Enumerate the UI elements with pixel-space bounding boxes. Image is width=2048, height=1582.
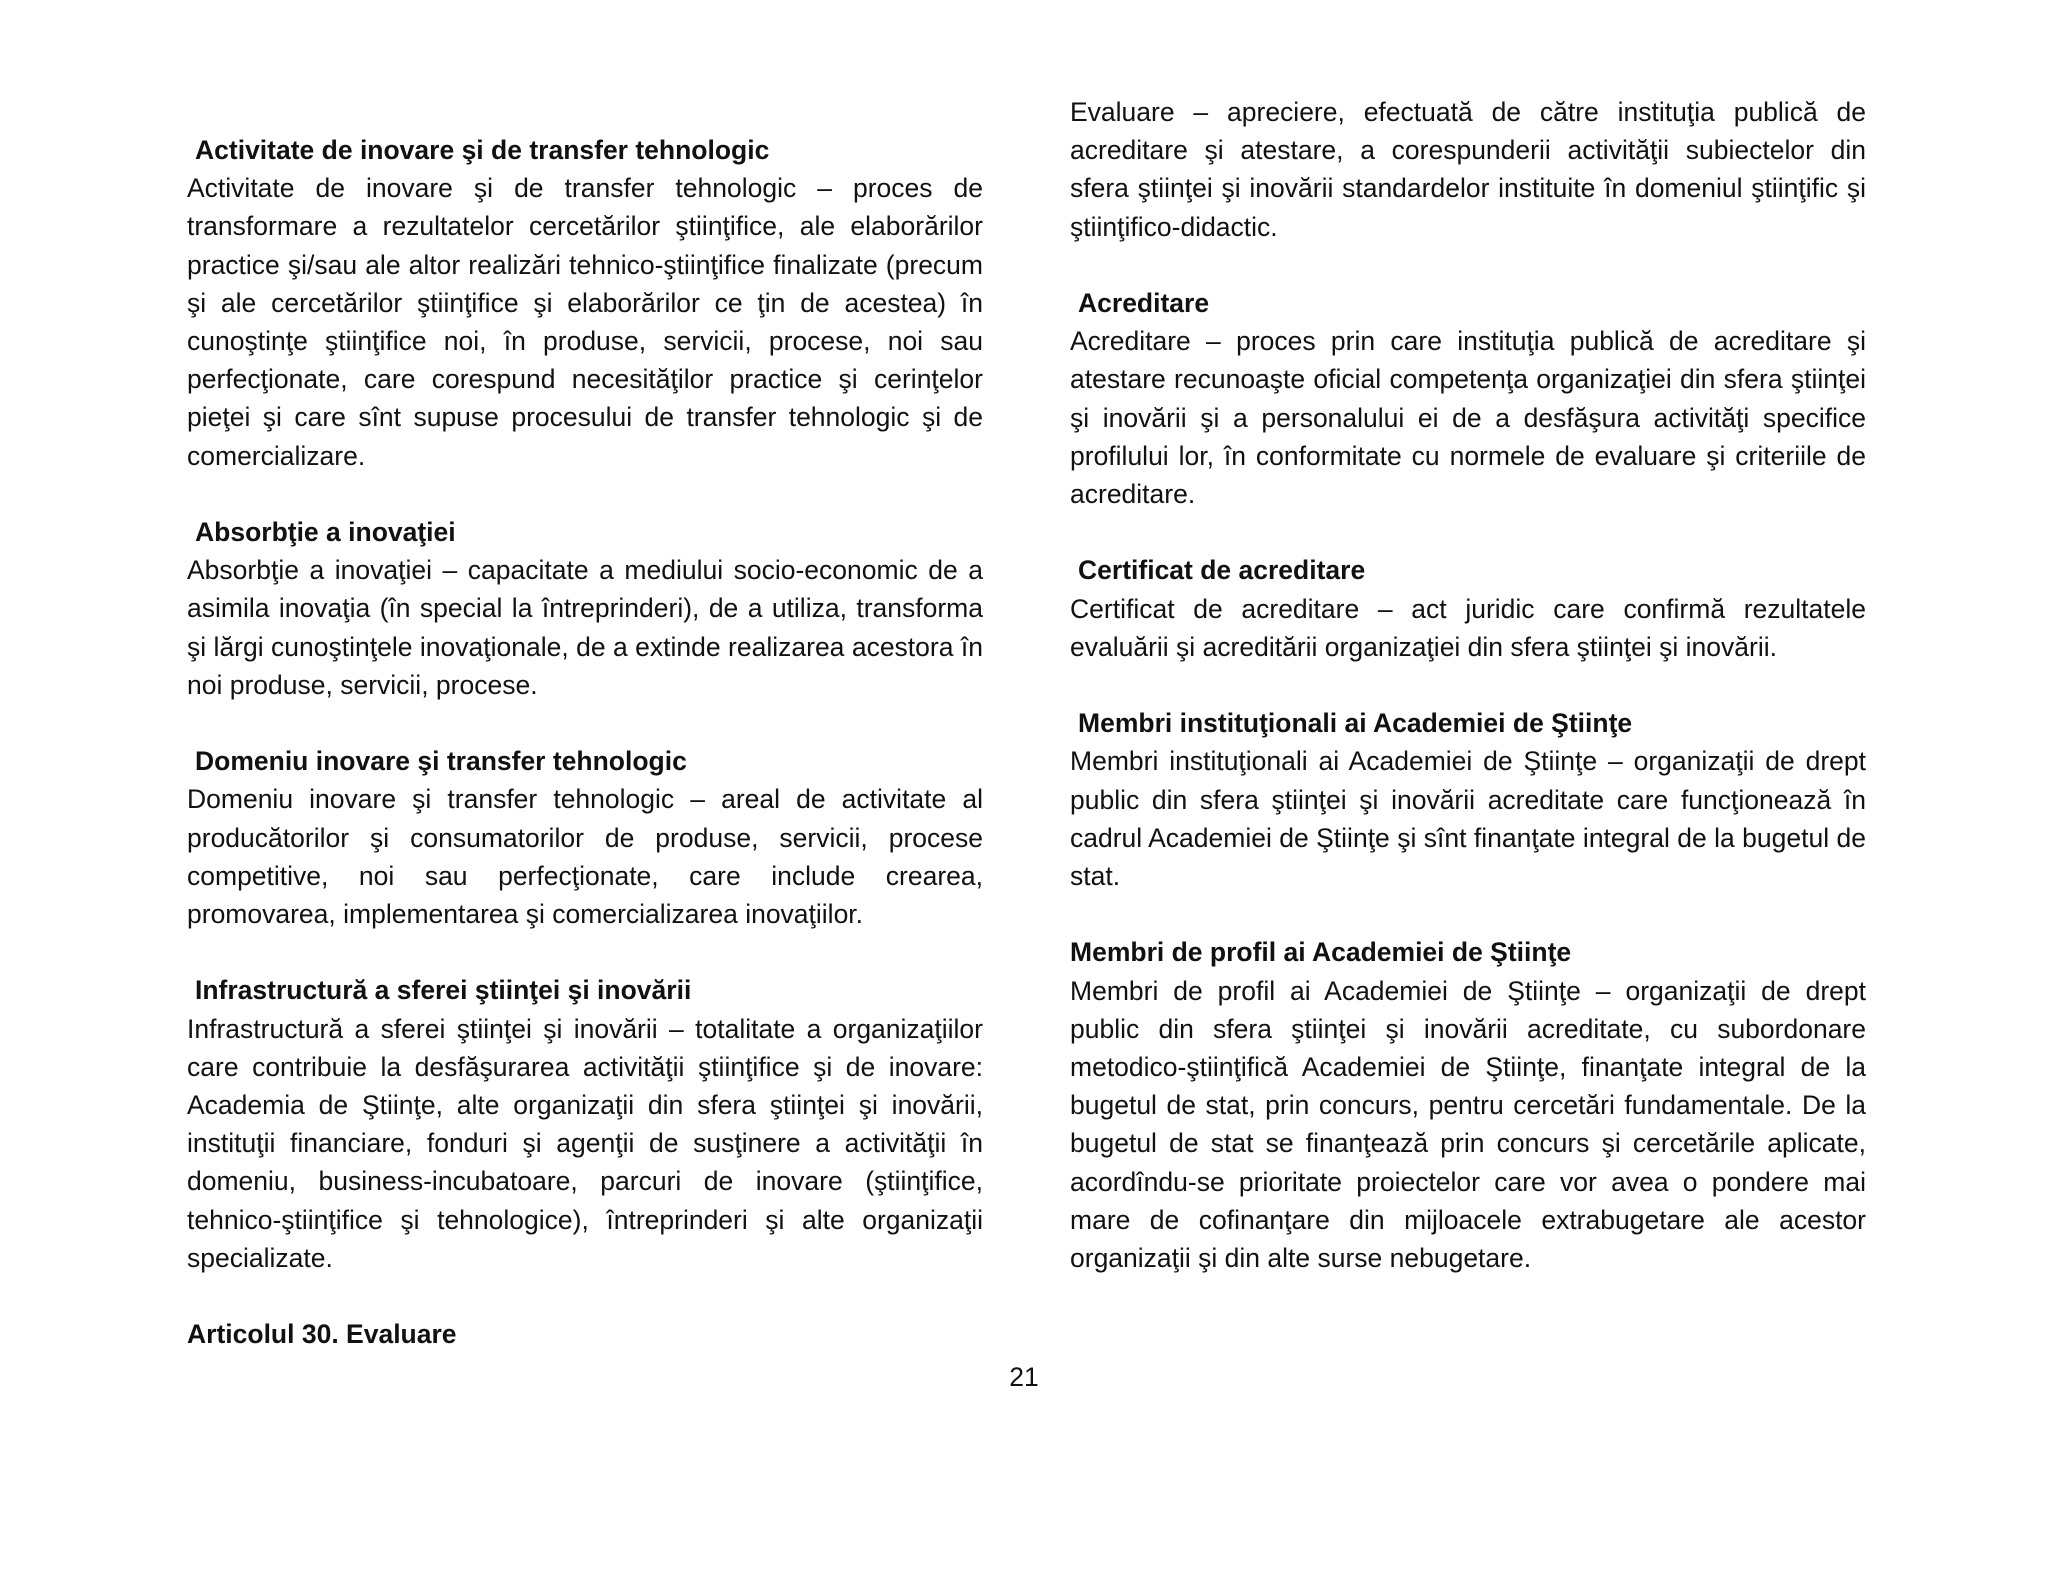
- term-heading: Acreditare: [1078, 288, 1210, 318]
- term-definition: Infrastructură a sferei ştiinţei şi inovării – totalitate a organizaţiilor care contribuie la desfăşurarea activităţii ştiinţifice şi de inovare: Academia de Ştiinţe, alte organizaţii din sfera ştiinţei şi inovării, instituţii financiare, fonduri şi agenţii de susţinere a activităţii în domeniu, business-incubatoare, parcuri de inovare (ştiinţifice, tehnico-ştiinţifice şi tehnologice), întreprinderi şi alte organizaţii specializate.: [187, 1013, 983, 1273]
- entry-evaluare-intro: [1070, 93, 1866, 246]
- entry-activitate-de-inovare: [187, 131, 983, 475]
- right-column: [1070, 93, 1866, 1315]
- term-definition: Absorbţie a inovaţiei – capacitate a mediului socio-economic de a asimila inovaţia (în special la întreprinderi), de a utiliza, transforma şi lărgi cunoştinţele inovaţionale, de a extinde realizarea acestora în noi produse, servicii, procese.: [187, 555, 983, 700]
- term-heading: Certificat de acreditare: [1078, 555, 1366, 586]
- term-definition: Membri de profil ai Academiei de Ştiinţe – organizaţii de drept public din sfera ştiinţei şi inovării acreditate, cu subordonare metodico-ştiinţifică Academiei de Ştiinţe, finanţate integral de la bugetul de stat, prin concurs, pentru cercetări fundamentale. De la bugetul de stat se finanţează prin concurs şi cercetările aplicate, acordîndu-se prioritate proiectelor care vor avea o pondere mai mare de cofinanţare din mijloacele extrabugetare ale acestor organizaţii şi din alte surse nebugetare.: [1070, 975, 1866, 1274]
- term-definition: Domeniu inovare şi transfer tehnologic – areal de activitate al producătorilor şi consumatorilor de produse, servicii, procese competitive, noi sau perfecţionate, care include crearea, promovarea, implementarea şi comercializarea inovaţiilor.: [187, 784, 983, 930]
- entry-absorbtie-a-inovatiei: [187, 513, 983, 704]
- term-definition: Evaluare – apreciere, efectuată de către instituţia publică de acreditare şi atestare, a corespunderii activităţii subiectelor din sfera ştiinţei şi inovării standardelor instituite în domeniul ştiinţific şi ştiinţifico-didactic.: [1070, 97, 1866, 242]
- entry-acreditare: [1070, 284, 1866, 513]
- term-definition: Activitate de inovare şi de transfer tehnologic – proces de transformare a rezultatelor cercetărilor ştiinţifice, ale elaborărilor practice şi/sau ale altor realizări tehnico-ştiinţifice finalizate (precum şi ale cercetărilor ştiinţifice şi elaborărilor ce ţin de acestea) în cunoştinţe ştiinţifice noi, în produse, servicii, procese, noi sau perfecţionate, care corespund necesităţilor practice şi cerinţelor pieţei şi care sînt supuse procesului de transfer tehnologic şi de comercializare.: [187, 173, 983, 471]
- article-heading: Articolul 30. Evaluare: [187, 1319, 457, 1350]
- entry-certificat-de-acreditare: [1070, 551, 1866, 666]
- term-heading: Membri de profil ai Academiei de Ştiinţe: [1070, 937, 1572, 968]
- term-definition: Membri instituţionali ai Academiei de Ştiinţe – organizaţii de drept public din sfera ştiinţei şi inovării acreditate care funcţionează în cadrul Academiei de Ştiinţe şi sînt finanţate integral de la bugetul de stat.: [1070, 746, 1866, 892]
- entry-infrastructura: [187, 971, 983, 1277]
- term-definition: Certificat de acreditare – act juridic care confirmă rezultatele evaluării şi acreditării organizaţiei din sfera ştiinţei şi inovării.: [1070, 593, 1866, 662]
- term-heading: Activitate de inovare şi de transfer tehnologic: [195, 135, 770, 165]
- entry-membri-institutionali: [1070, 704, 1866, 895]
- entry-domeniu-inovare: [187, 742, 983, 933]
- term-heading: Domeniu inovare şi transfer tehnologic: [195, 746, 687, 777]
- page-number: 21: [1009, 1362, 1039, 1392]
- term-heading: Membri instituţionali ai Academiei de Ştiinţe: [1078, 708, 1633, 739]
- entry-membri-de-profil: [1070, 933, 1866, 1277]
- term-heading: Absorbţie a inovaţiei: [195, 517, 456, 548]
- term-definition: Acreditare – proces prin care instituţia publică de acreditare şi atestare recunoaşte oficial competenţa organizaţiei din sfera ştiinţei şi inovării şi a personalului ei de a desfăşura activităţi specifice profilului lor, în conformitate cu normele de evaluare şi criteriile de acreditare.: [1070, 326, 1866, 510]
- term-heading: Infrastructură a sferei ştiinţei şi inovării: [195, 975, 692, 1006]
- left-column: [187, 131, 983, 1353]
